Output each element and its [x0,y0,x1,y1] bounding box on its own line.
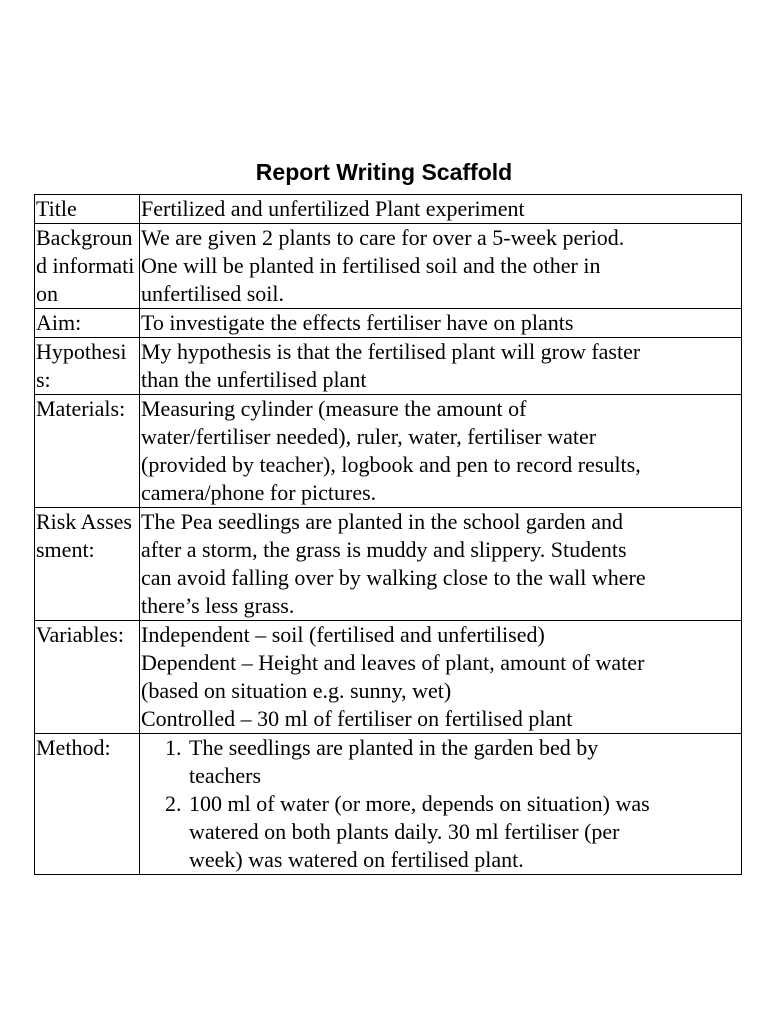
row-label: Variables: [35,621,140,734]
content-line: Controlled – 30 ml of fertiliser on fertilised plant [141,706,573,731]
row-content [140,338,742,395]
page-title: Report Writing Scaffold [255,159,513,185]
row-content [140,508,742,621]
content-line: My hypothesis is that the fertilised plant will grow faster [141,339,641,364]
table-row-risk-assessment [35,508,742,621]
row-content [140,195,742,224]
table-row-materials [35,395,742,508]
row-label: Title [35,195,140,224]
content-line: water/fertiliser needed), ruler, water, fertiliser water [141,424,597,449]
table-row-method [35,734,742,875]
table-row-aim [35,309,742,338]
content-line: unfertilised soil. [141,281,284,306]
content-line: 1. The seedlings are planted in the garden bed by [189,735,599,760]
report-scaffold-table [34,194,742,875]
content-line: week) was watered on fertilised plant. [189,847,524,872]
table-row-variables [35,621,742,734]
content-line: The Pea seedlings are planted in the school garden and [141,509,624,534]
row-label: Aim: [35,309,140,338]
row-label: Materials: [35,395,140,508]
row-label: Risk Assessment: [35,508,140,621]
content-line: One will be planted in fertilised soil and the other in [141,253,601,278]
row-content [140,734,742,875]
row-content [140,224,742,309]
method-step [187,790,741,874]
content-line: To investigate the effects fertiliser have on plants [141,310,574,335]
row-content [140,395,742,508]
content-line: watered on both plants daily. 30 ml fertiliser (per [189,819,620,844]
content-line: (based on situation e.g. sunny, wet) [141,678,452,703]
content-line: Independent – soil (fertilised and unfertilised) [141,622,545,647]
content-line: (provided by teacher), logbook and pen to record results, [141,452,641,477]
table-row-hypothesis [35,338,742,395]
content-line: 2. 100 ml of water (or more, depends on situation) was [189,791,650,816]
content-line: Dependent – Height and leaves of plant, amount of water [141,650,645,675]
row-label: Method: [35,734,140,875]
row-label: Background information [35,224,140,309]
method-steps-list [141,734,741,874]
row-content [140,621,742,734]
content-line: than the unfertilised plant [141,367,367,392]
table-row-background [35,224,742,309]
content-line: after a storm, the grass is muddy and slippery. Students [141,537,627,562]
content-line: there’s less grass. [141,593,295,618]
content-line: We are given 2 plants to care for over a 5-week period. [141,225,625,250]
content-line: camera/phone for pictures. [141,480,377,505]
method-step [187,734,741,790]
content-line: Measuring cylinder (measure the amount of [141,396,527,421]
row-content [140,309,742,338]
row-label: Hypothesis: [35,338,140,395]
table-row-title [35,195,742,224]
content-line: teachers [189,763,262,788]
content-line: can avoid falling over by walking close to the wall where [141,565,646,590]
content-line: Fertilized and unfertilized Plant experiment [141,196,525,221]
